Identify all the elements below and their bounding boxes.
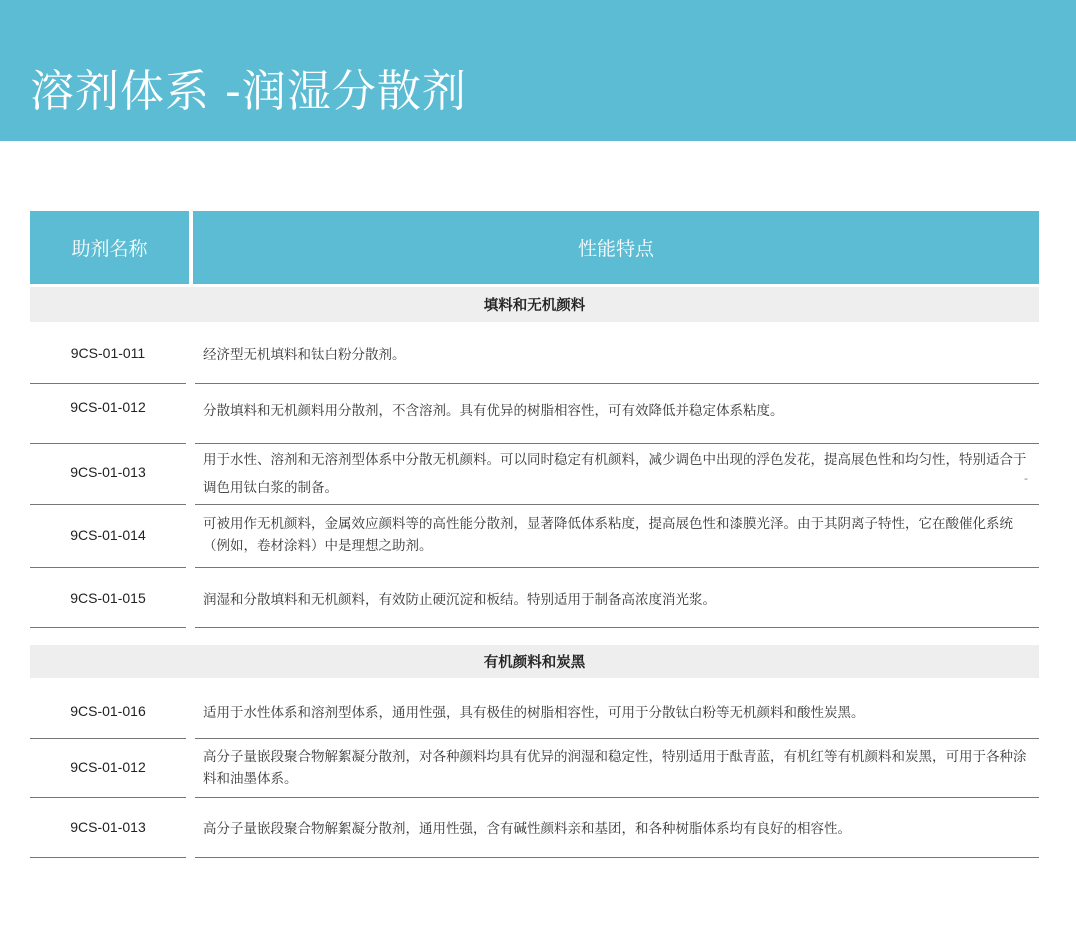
title-banner: [0, 0, 1076, 141]
section-heading: 有机颜料和炭黑: [30, 645, 1039, 678]
row-desc: 用于水性、溶剂和无溶剂型体系中分散无机颜料。可以同时稳定有机颜料，减少调色中出现的浮色发花，提高展色性和均匀性，特别适合于调色用钛白浆的制备。: [203, 452, 1027, 496]
row-divider: [30, 627, 186, 628]
row-desc: 适用于水性体系和溶剂型体系，通用性强，具有极佳的树脂相容性，可用于分散钛白粉等无机颜料和酸性炭黑。: [203, 705, 865, 721]
row-divider: [30, 857, 186, 858]
section-heading: 填料和无机颜料: [30, 287, 1039, 322]
stray-mark: -: [1024, 472, 1028, 485]
header-features: 性能特点: [193, 211, 1039, 284]
row-code: 9CS-01-015: [70, 590, 146, 606]
row-code: 9CS-01-013: [70, 819, 146, 835]
row-desc: 高分子量嵌段聚合物解絮凝分散剂，通用性强，含有碱性颜料亲和基团，和各种树脂体系均有良好的相容性。: [203, 821, 851, 837]
row-desc: 经济型无机填料和钛白粉分散剂。: [203, 346, 406, 363]
row-desc: 高分子量嵌段聚合物解絮凝分散剂，对各种颜料均具有优异的润湿和稳定性，特别适用于酞青蓝，有机红等有机颜料和炭黑，可用于各种涂料和油墨体系。: [203, 749, 1027, 787]
row-divider: [195, 857, 1039, 858]
row-code: 9CS-01-014: [70, 527, 146, 543]
row-code: 9CS-01-012: [70, 759, 146, 775]
row-desc: 分散填料和无机颜料用分散剂，不含溶剂。具有优异的树脂相容性，可有效降低并稳定体系粘度。: [203, 403, 784, 419]
row-divider: [195, 627, 1039, 628]
row-desc: 可被用作无机颜料，金属效应颜料等的高性能分散剂，显著降低体系粘度，提高展色性和漆膜光泽。由于其阴离子特性，它在酸催化系统（例如，卷材涂料）中是理想之助剂。: [203, 516, 1013, 554]
row-code: 9CS-01-013: [70, 464, 146, 480]
header-name: 助剂名称: [30, 211, 189, 284]
row-code: 9CS-01-012: [70, 399, 146, 415]
page-title: 溶剂体系 -润湿分散剂: [30, 66, 467, 117]
row-code: 9CS-01-016: [70, 703, 146, 719]
row-desc: 润湿和分散填料和无机颜料，有效防止硬沉淀和板结。特别适用于制备高浓度消光浆。: [203, 592, 716, 608]
row-code: 9CS-01-011: [70, 344, 146, 361]
